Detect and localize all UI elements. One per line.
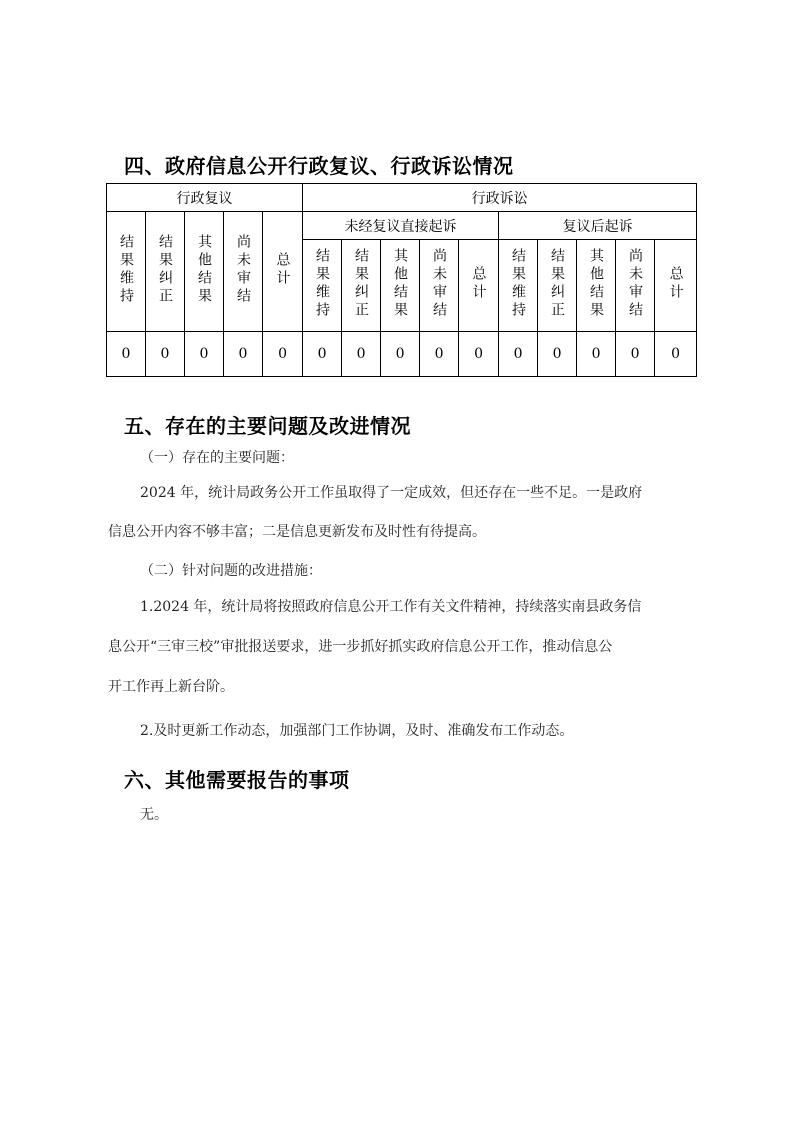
col-header: 结果纠正 (146, 212, 185, 332)
col-header: 尚未审结 (224, 212, 263, 332)
col-header: 其他结果 (185, 212, 224, 332)
table-cell: 0 (538, 332, 577, 377)
paragraph-line: 信息公开内容不够丰富；二是信息更新发布及时性有待提高。 (108, 524, 486, 540)
paragraph-line: 2.及时更新工作动态，加强部门工作协调，及时、准确发布工作动态。 (140, 723, 574, 739)
col-header: 其他结果 (577, 240, 616, 332)
table-cell: 0 (342, 332, 381, 377)
table-cell: 0 (263, 332, 303, 377)
table-cell: 0 (655, 332, 697, 377)
table-cell: 0 (185, 332, 224, 377)
table-cell: 0 (224, 332, 263, 377)
col-header: 总计 (655, 240, 697, 332)
table-cell: 0 (303, 332, 342, 377)
table-cell: 0 (616, 332, 655, 377)
table-cell: 0 (459, 332, 499, 377)
col-header: 结果维持 (107, 212, 146, 332)
review-litigation-table (106, 183, 697, 377)
paragraph-line: 1.2024 年，统计局将按照政府信息公开工作有关文件精神，持续落实南县政务信 (140, 599, 642, 615)
col-header: 总计 (459, 240, 499, 332)
table-cell: 0 (499, 332, 538, 377)
table-cell: 0 (381, 332, 420, 377)
col-header: 结果维持 (499, 240, 538, 332)
col-header: 其他结果 (381, 240, 420, 332)
subheading-problems: （一）存在的主要问题： (140, 450, 294, 466)
table-cell: 0 (577, 332, 616, 377)
col-header: 尚未审结 (616, 240, 655, 332)
paragraph-line: 息公开“三审三校”审批报送要求，进一步抓好抓实政府信息公开工作，推动信息公 (108, 639, 613, 655)
col-header: 结果维持 (303, 240, 342, 332)
col-header: 结果纠正 (342, 240, 381, 332)
col-header: 尚未审结 (420, 240, 459, 332)
subheading-measures: （二）针对问题的改进措施： (140, 563, 322, 579)
section-6-heading: 六、其他需要报告的事项 (124, 768, 350, 792)
header-admin-review: 行政复议 (107, 184, 303, 212)
col-header: 总计 (263, 212, 303, 332)
section-4-heading: 四、政府信息公开行政复议、行政诉讼情况 (124, 154, 514, 178)
header-direct-litigation: 未经复议直接起诉 (303, 212, 499, 240)
paragraph-line: 开工作再上新台阶。 (108, 679, 234, 695)
section-5-heading: 五、存在的主要问题及改进情况 (124, 414, 411, 438)
paragraph-line: 2024 年，统计局政务公开工作虽取得了一定成效，但还存在一些不足。一是政府 (140, 485, 643, 501)
section-6-content: 无。 (140, 807, 168, 823)
col-header: 结果纠正 (538, 240, 577, 332)
header-after-review-litigation: 复议后起诉 (499, 212, 697, 240)
table-cell: 0 (107, 332, 146, 377)
table-cell: 0 (146, 332, 185, 377)
table-cell: 0 (420, 332, 459, 377)
header-admin-litigation: 行政诉讼 (303, 184, 697, 212)
